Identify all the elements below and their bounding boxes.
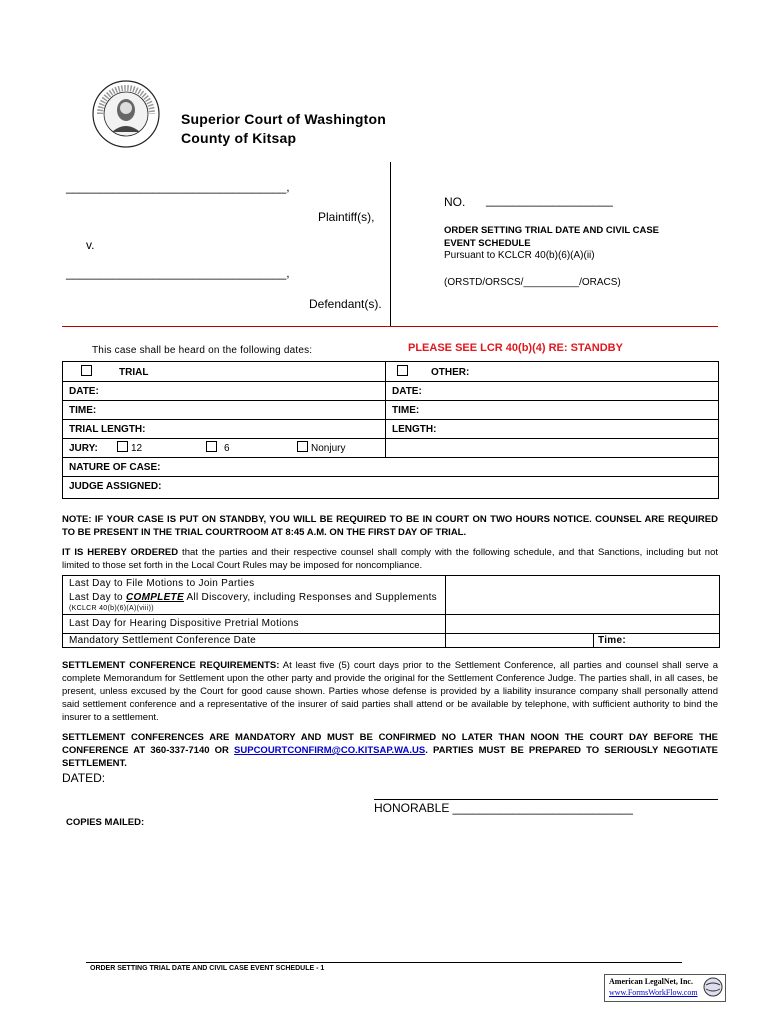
- schedule-row-judge: [63, 476, 718, 495]
- trial-date-label: DATE:: [69, 386, 99, 397]
- deadline-dispositive: Last Day for Hearing Dispositive Pretrial Motions: [69, 618, 299, 629]
- complete-prefix: Last Day to: [69, 592, 126, 603]
- schedule-row-type: [63, 362, 718, 382]
- complete-word: COMPLETE: [125, 592, 184, 603]
- caption-divider: [390, 162, 391, 326]
- pursuant-rule: Pursuant to KCLCR 40(b)(6)(A)(ii): [444, 250, 595, 261]
- settlement-requirements-heading: SETTLEMENT CONFERENCE REQUIREMENTS:: [62, 660, 280, 671]
- case-number-field[interactable]: ___________________: [486, 193, 613, 207]
- deadline-row-dispositive: [63, 614, 719, 634]
- trial-label: TRIAL: [119, 367, 149, 378]
- complete-rest: All Discovery, including Responses and Supplements: [183, 592, 437, 603]
- deadline-row-settlement: [63, 633, 719, 647]
- trial-length-label: TRIAL LENGTH:: [69, 424, 146, 435]
- deadline-join-parties: Last Day to File Motions to Join Parties: [69, 578, 255, 589]
- versus-label: v.: [86, 238, 95, 252]
- plaintiff-label: Plaintiff(s),: [318, 210, 375, 224]
- globe-icon: [703, 977, 723, 997]
- order-title: [444, 224, 659, 250]
- jury-label: JURY:: [69, 443, 98, 454]
- heard-intro: This case shall be heard on the following dates:: [92, 345, 313, 356]
- standby-notice: PLEASE SEE LCR 40(b)(4) RE: STANDBY: [408, 342, 623, 354]
- other-label: OTHER:: [431, 367, 470, 378]
- court-header: [181, 110, 386, 148]
- schedule-row-jury: [63, 438, 718, 458]
- order-title-line-1: ORDER SETTING TRIAL DATE AND CIVIL CASE: [444, 225, 659, 236]
- vendor-url[interactable]: www.FormsWorkFlow.com: [609, 988, 698, 997]
- honorable-signature[interactable]: HONORABLE ___________________________: [374, 801, 633, 815]
- standby-note: NOTE: IF YOUR CASE IS PUT ON STANDBY, YOU WILL BE REQUIRED TO BE IN COURT ON TWO HOURS NOTICE. COUNSEL ARE REQUIRED TO BE PRESENT IN THE TRIAL COURTROOM AT 8:45 A.M. ON THE FIRST DAY OF TRIAL.: [62, 514, 718, 538]
- deadline-row-discovery: [63, 589, 719, 615]
- jury-12-label: 12: [131, 443, 143, 454]
- trial-checkbox[interactable]: [81, 365, 92, 376]
- other-date-label: DATE:: [392, 386, 422, 397]
- deadlines-table: [62, 575, 720, 648]
- vendor-name: American LegalNet, Inc.: [609, 977, 693, 986]
- mandatory-text-2: . PARTIES MUST BE PREPARED TO SERIOUSLY NEGOTIATE SETTLEMENT.: [62, 745, 718, 769]
- trial-time-label: TIME:: [69, 405, 97, 416]
- deadline-settlement-conference: Mandatory Settlement Conference Date: [69, 635, 257, 646]
- case-number-label: NO.: [444, 195, 466, 209]
- footer-rule: [86, 962, 682, 963]
- county-name: County of Kitsap: [181, 130, 297, 146]
- other-checkbox[interactable]: [397, 365, 408, 376]
- ordered-rest: that the parties and their respective counsel shall comply with the following schedule, and that Sanctions, including but not limited to those set forth in the Local Court Rules may be imposed for noncompliance.: [62, 547, 718, 571]
- copies-mailed-label: COPIES MAILED:: [66, 817, 145, 828]
- schedule-row-length: [63, 419, 718, 439]
- schedule-row-date: [63, 381, 718, 401]
- judge-assigned-label: JUDGE ASSIGNED:: [69, 481, 162, 492]
- other-length-label: LENGTH:: [392, 424, 437, 435]
- deadline-row-join: [63, 576, 719, 589]
- defendant-label: Defendant(s).: [309, 297, 382, 311]
- court-name: Superior Court of Washington: [181, 111, 386, 127]
- nonjury-checkbox[interactable]: [297, 441, 308, 452]
- order-title-line-2: EVENT SCHEDULE: [444, 238, 531, 249]
- defendant-name-line[interactable]: _________________________________,: [66, 266, 290, 280]
- plaintiff-name-line[interactable]: _________________________________,: [66, 180, 290, 194]
- dated-label: DATED:: [62, 771, 106, 785]
- trial-schedule-table: [62, 361, 719, 499]
- nonjury-label: Nonjury: [311, 443, 346, 454]
- schedule-row-nature: [63, 457, 718, 477]
- jury-6-label: 6: [224, 443, 230, 454]
- settlement-requirements: [62, 659, 718, 724]
- mandatory-text-1: SETTLEMENT CONFERENCES ARE MANDATORY AND MUST BE CONFIRMED NO LATER THAN NOON THE COURT DAY BEFORE THE CONFERENCE AT 360-337-7140 OR: [62, 732, 718, 756]
- signature-line: [374, 799, 718, 800]
- state-seal-image: [92, 80, 160, 148]
- jury-12-checkbox[interactable]: [117, 441, 128, 452]
- footer-title: ORDER SETTING TRIAL DATE AND CIVIL CASE EVENT SCHEDULE - 1: [90, 965, 325, 972]
- jury-6-checkbox[interactable]: [206, 441, 217, 452]
- confirm-email-link[interactable]: SUPCOURTCONFIRM@CO.KITSAP.WA.US: [234, 745, 426, 756]
- ordered-paragraph: [62, 546, 718, 572]
- deadline-discovery: [69, 592, 437, 603]
- order-codes: (ORSTD/ORSCS/__________/ORACS): [444, 277, 621, 288]
- nature-of-case-label: NATURE OF CASE:: [69, 462, 161, 473]
- caption-bottom-rule: [62, 326, 718, 327]
- mandatory-confirmation: [62, 731, 718, 770]
- ordered-bold: IT IS HEREBY ORDERED: [62, 547, 179, 558]
- settlement-time-label: Time:: [598, 635, 626, 646]
- settlement-requirements-text: At least five (5) court days prior to the Settlement Conference, all parties and counsel shall serve a complete Memorandum for Settlement upon the other party and provide the original for the Settlement Conference Judge. The parties shall, in all cases, be present, unless excused by the Court for good cause shown. Parties whose defense is provided by a liability insurance company shall personally attend said settlement conference and a representative of the insurer of said parties shall attend or be available by telephone, with sufficient authority to bind the insurer to a settlement.: [62, 660, 718, 723]
- vendor-logo-box: [604, 974, 726, 1002]
- other-time-label: TIME:: [392, 405, 420, 416]
- kclcr-reference: (KCLCR 40(b)(6)(A)(viii)): [69, 605, 154, 612]
- schedule-row-time: [63, 400, 718, 420]
